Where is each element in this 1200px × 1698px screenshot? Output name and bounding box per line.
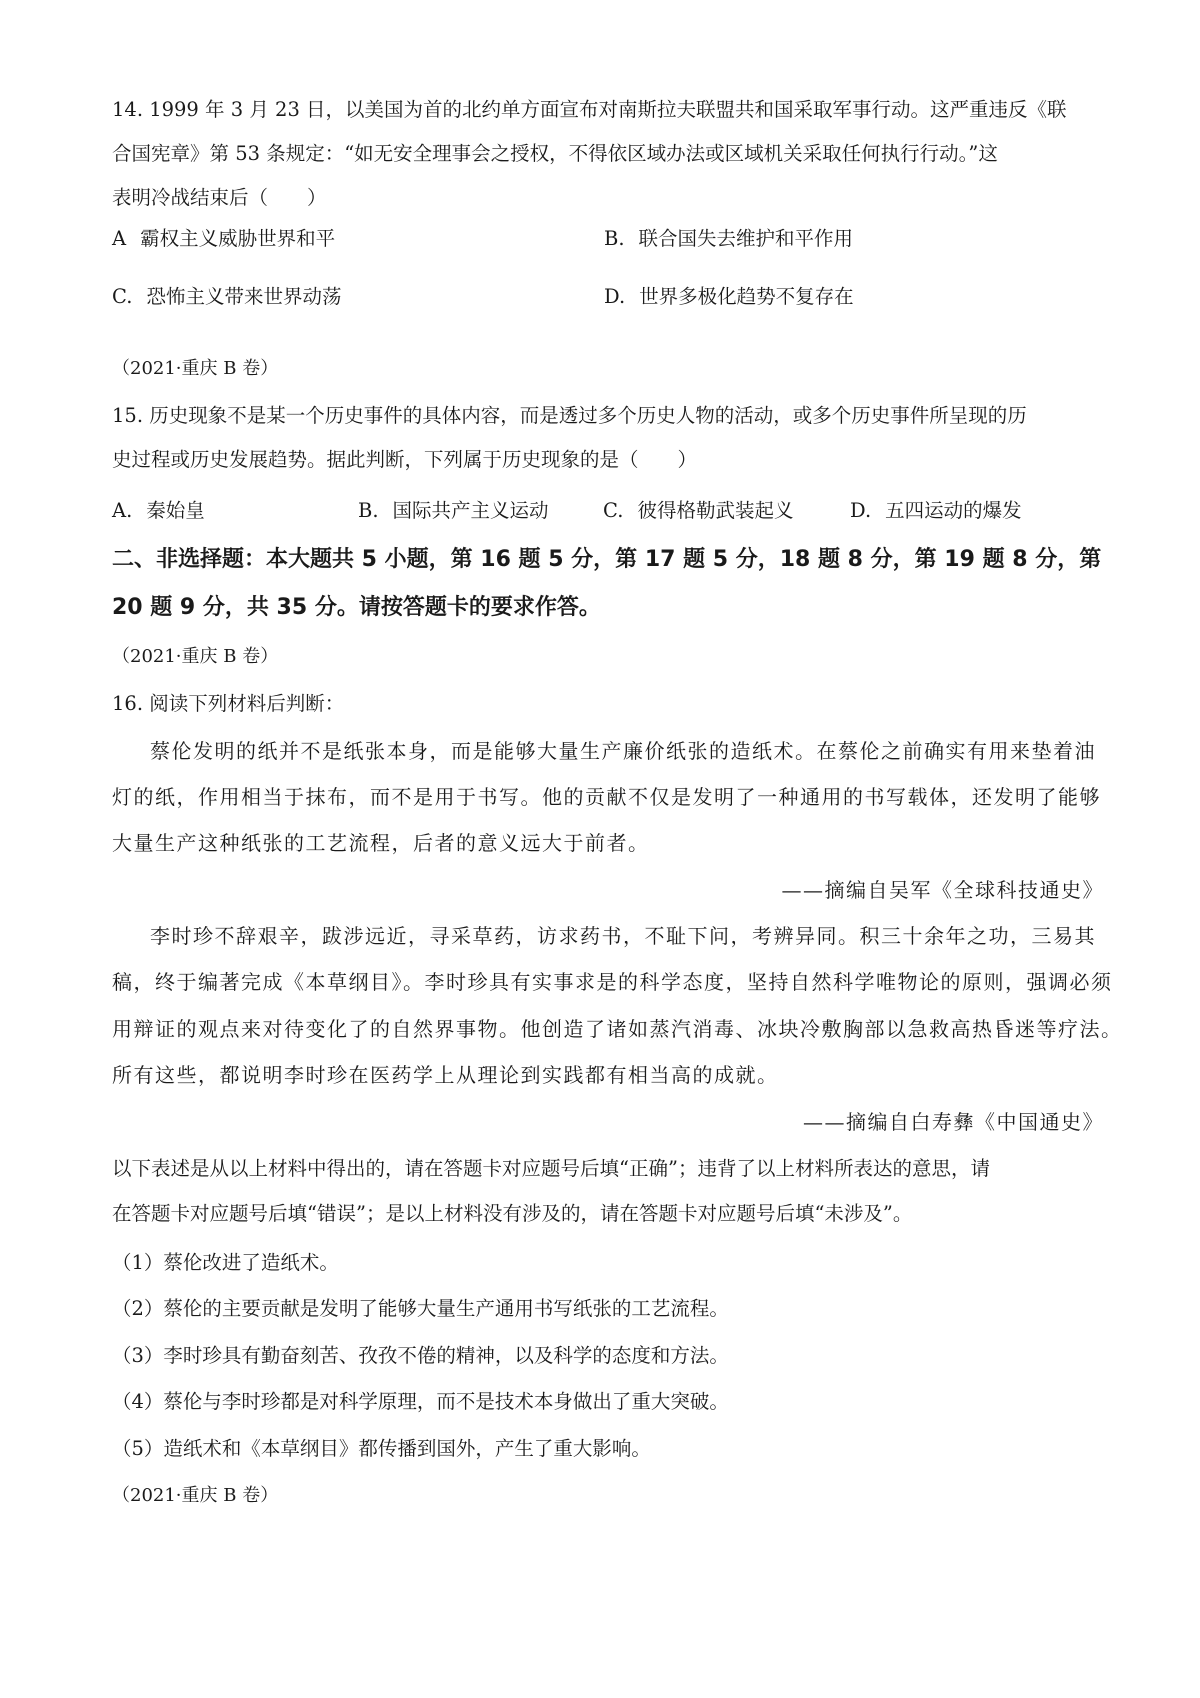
q16-instructions-line-2: 在答题卡对应题号后填“错误”；是以上材料没有涉及的，请在答题卡对应题号后填“未涉及”。 [112, 1202, 913, 1225]
q16-intro: 16. 阅读下列材料后判断： [112, 692, 345, 715]
option-letter: A. [112, 499, 133, 522]
q16-statement-1: （1）蔡伦改进了造纸术。 [112, 1251, 339, 1274]
q16-instructions-line-1: 以下表述是从以上材料中得出的，请在答题卡对应题号后填“正确”；违背了以上材料所表达的意思，请 [112, 1157, 990, 1180]
q15-line-2: 史过程或历史发展趋势。据此判断，下列属于历史现象的是（ ） [112, 448, 698, 471]
q15-option-b [358, 497, 549, 525]
source-note: （2021·重庆 B 卷） [112, 358, 279, 379]
q16-statement-5: （5）造纸术和《本草纲目》都传播到国外，产生了重大影响。 [112, 1437, 651, 1460]
q14-line-2: 合国宪章》第 53 条规定：“如无安全理事会之授权，不得依区域办法或区域机关采取任何执行行动。”这 [112, 142, 998, 165]
q15-option-a [112, 497, 205, 525]
option-text: 国际共产主义运动 [392, 499, 549, 522]
option-text: 联合国失去维护和平作用 [638, 227, 854, 250]
q15-option-d [850, 497, 1022, 525]
option-letter: C. [112, 285, 133, 308]
q16-attribution-1: ——摘编自吴军《全球科技通史》 [781, 878, 1104, 902]
q14-option-c [112, 283, 341, 311]
q16-material1-line-3: 大量生产这种纸张的工艺流程，后者的意义远大于前者。 [112, 831, 650, 855]
q16-material1-line-2: 灯的纸，作用相当于抹布，而不是用于书写。他的贡献不仅是发明了一种通用的书写载体，还发明了能够 [112, 785, 1101, 809]
q16-statement-2: （2）蔡伦的主要贡献是发明了能够大量生产通用书写纸张的工艺流程。 [112, 1297, 729, 1320]
q16-material2-line-1: 李时珍不辞艰辛，跋涉远近，寻采草药，访求药书，不耻下问，考辨异同。积三十余年之功，三易其 [150, 924, 1096, 948]
option-text: 五四运动的爆发 [885, 499, 1022, 522]
q14-line-1: 14. 1999 年 3 月 23 日，以美国为首的北约单方面宣布对南斯拉夫联盟共和国采取军事行动。这严重违反《联 [112, 98, 1067, 121]
q16-material2-line-4: 所有这些，都说明李时珍在医药学上从理论到实践都有相当高的成就。 [112, 1063, 779, 1087]
q14-option-a [112, 225, 335, 253]
option-letter: A [112, 227, 127, 250]
q16-statement-4: （4）蔡伦与李时珍都是对科学原理，而不是技术本身做出了重大突破。 [112, 1390, 729, 1413]
option-text: 彼得格勒武装起义 [637, 499, 794, 522]
option-letter: C. [603, 499, 624, 522]
option-letter: B. [358, 499, 379, 522]
option-letter: D. [850, 499, 872, 522]
option-text: 恐怖主义带来世界动荡 [146, 285, 342, 308]
option-letter: D. [604, 285, 626, 308]
q16-material1-line-1: 蔡伦发明的纸并不是纸张本身，而是能够大量生产廉价纸张的造纸术。在蔡伦之前确实有用来垫着油 [150, 739, 1096, 763]
option-text: 世界多极化趋势不复存在 [639, 285, 854, 308]
q16-material2-line-2: 稿，终于编著完成《本草纲目》。李时珍具有实事求是的科学态度，坚持自然科学唯物论的原则，强调必须 [112, 970, 1113, 994]
q16-statement-3: （3）李时珍具有勤奋刻苦、孜孜不倦的精神，以及科学的态度和方法。 [112, 1344, 729, 1367]
option-text: 霸权主义威胁世界和平 [140, 227, 336, 250]
option-text: 秦始皇 [146, 499, 205, 522]
q14-option-d [604, 283, 854, 311]
q15-option-c [603, 497, 793, 525]
option-letter: B. [604, 227, 625, 250]
q14-line-3: 表明冷战结束后（ ） [112, 186, 327, 209]
q16-material2-line-3: 用辩证的观点来对待变化了的自然界事物。他创造了诸如蒸汽消毒、冰块冷敷胸部以急救高热昏迷等疗法。 [112, 1017, 1123, 1041]
q14-option-b [604, 225, 853, 253]
section-heading-line-1: 二、非选择题：本大题共 5 小题，第 16 题 5 分，第 17 题 5 分，18 题 8 分，第 19 题 8 分，第 [112, 547, 1102, 572]
source-note: （2021·重庆 B 卷） [112, 1485, 279, 1506]
q15-line-1: 15. 历史现象不是某一个历史事件的具体内容，而是透过多个历史人物的活动，或多个历史事件所呈现的历 [112, 404, 1027, 427]
source-note: （2021·重庆 B 卷） [112, 646, 279, 667]
q16-attribution-2: ——摘编自白寿彝《中国通史》 [803, 1110, 1104, 1134]
section-heading-line-2: 20 题 9 分，共 35 分。请按答题卡的要求作答。 [112, 595, 601, 620]
